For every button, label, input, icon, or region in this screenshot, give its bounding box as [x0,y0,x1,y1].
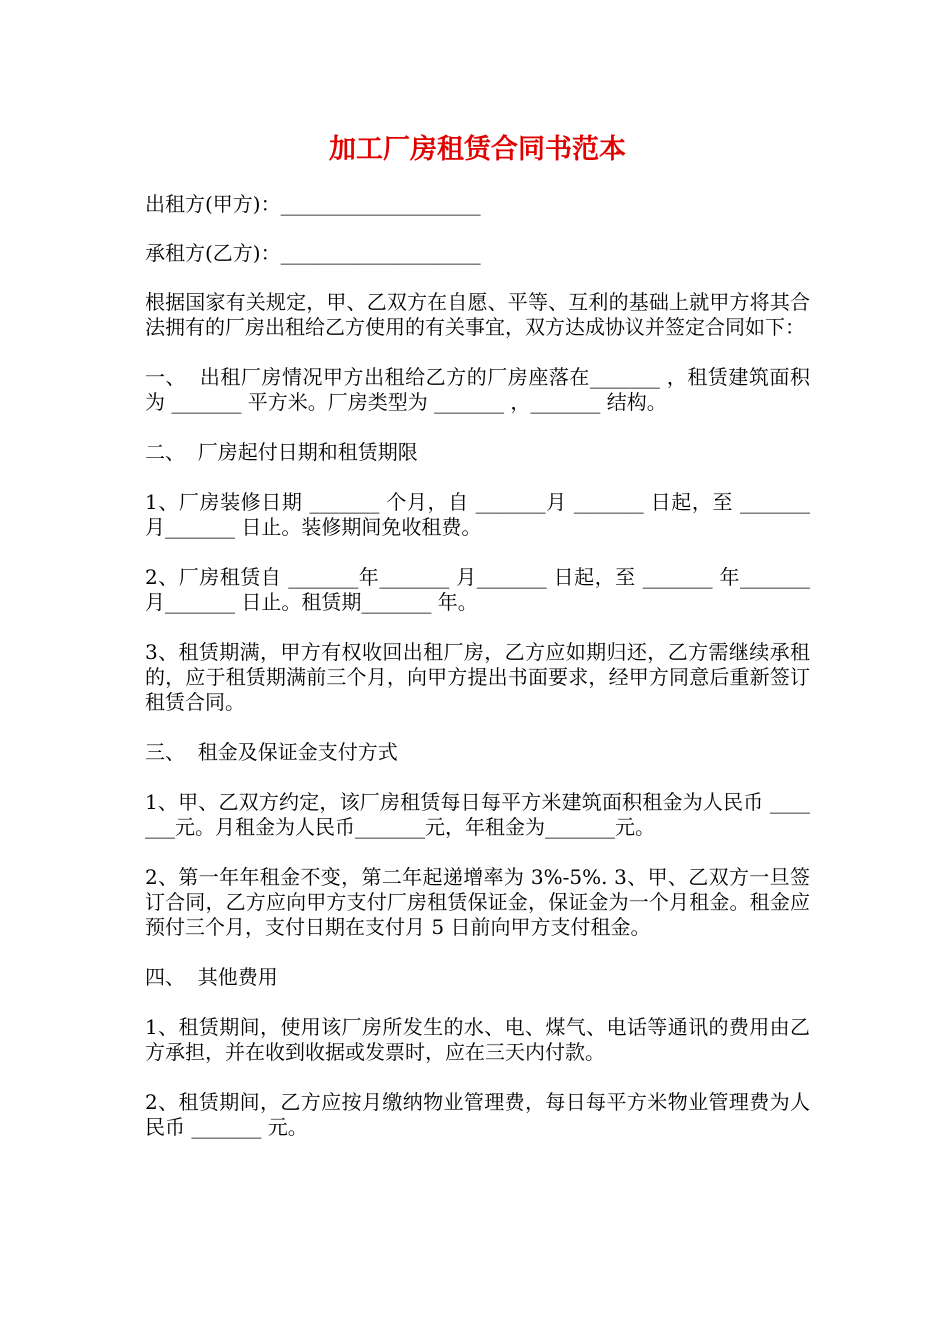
section-2-heading: 二、 厂房起付日期和租赁期限 [145,440,418,464]
section-3-item-2: 2、第一年年租金不变，第二年起递增率为 3%-5%. 3、甲、乙双方一旦签订合同，乙方应向甲方支付厂房租赁保证金，保证金为一个月租金。租金应预付三个月，支付日期在支付月 5 日前向甲方支付租金。 [145,865,810,939]
section-1-paragraph: 一、 出租厂房情况甲方出租给乙方的厂房座落在_______ ，租赁建筑面积为 _______ 平方米。厂房类型为 _______ ，_______ 结构。 [145,365,810,414]
section-4-heading: 四、 其他费用 [145,965,278,989]
section-4-item-2: 2、租赁期间，乙方应按月缴纳物业管理费，每日每平方米物业管理费为人民币 _______ 元。 [145,1090,810,1139]
lessee-line: 承租方(乙方)：____________________ [145,241,481,265]
section-2-item-1: 1、厂房装修日期 _______ 个月，自 _______月 _______ 日起，至 _______ 月_______ 日止。装修期间免收租费。 [145,490,817,539]
document-page [145,128,817,1165]
lessor-line: 出租方(甲方)：____________________ [145,192,481,216]
preamble-paragraph: 根据国家有关规定，甲、乙双方在自愿、平等、互利的基础上就甲方将其合法拥有的厂房出租给乙方使用的有关事宜，双方达成协议并签定合同如下： [145,290,810,339]
section-4-item-1: 1、租赁期间，使用该厂房所发生的水、电、煤气、电话等通讯的费用由乙方承担，并在收到收据或发票时，应在三天内付款。 [145,1015,810,1064]
section-2-item-3: 3、租赁期满，甲方有权收回出租厂房，乙方应如期归还，乙方需继续承租的，应于租赁期满前三个月，向甲方提出书面要求，经甲方同意后重新签订租赁合同。 [145,640,810,714]
section-3-heading: 三、 租金及保证金支付方式 [145,740,398,764]
document-title: 加工厂房租赁合同书范本 [329,134,626,165]
section-3-item-1: 1、甲、乙双方约定，该厂房租赁每日每平方米建筑面积租金为人民币 _______元。月租金为人民币_______元，年租金为_______元。 [145,790,810,839]
section-2-item-2: 2、厂房租赁自 _______年_______ 月_______ 日起，至 _______ 年_______ 月_______ 日止。租赁期_______ 年。 [145,565,817,614]
